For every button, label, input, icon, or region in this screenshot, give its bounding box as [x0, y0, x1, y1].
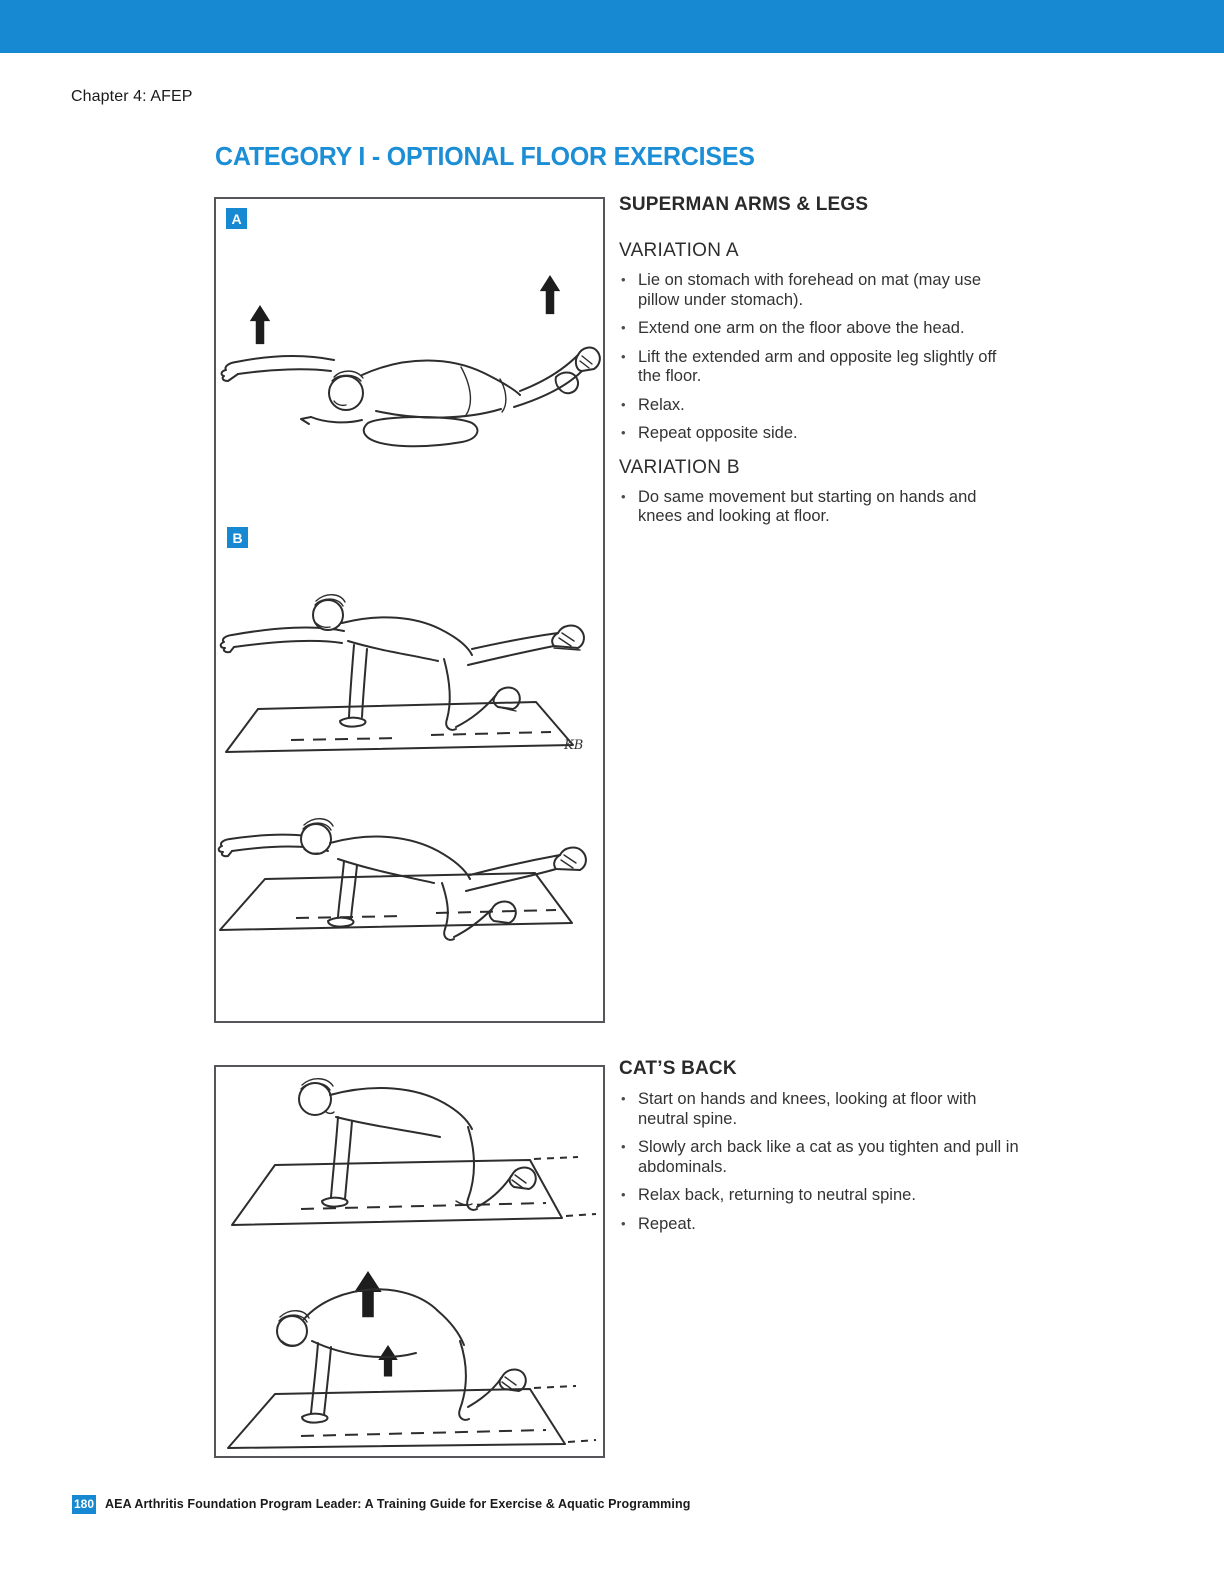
page-title: CATEGORY I - OPTIONAL FLOOR EXERCISES [215, 141, 755, 171]
exercise-mat [220, 873, 572, 930]
up-arrow-icon [354, 1271, 381, 1317]
list-item: • Lift the extended arm and opposite leg slightly off the floor. [619, 348, 1021, 387]
list-item: • Repeat. [619, 1215, 1021, 1235]
up-arrow-icon [250, 305, 270, 344]
footer [72, 1494, 690, 1514]
figure-panel-superman [214, 197, 605, 1023]
superman-text-column [619, 194, 1021, 536]
up-arrow-icon [540, 275, 560, 314]
illustration-superman-birddog-1 [216, 549, 601, 789]
list-item: • Lie on stomach with forehead on mat (may use pillow under stomach). [619, 271, 1021, 310]
cats-back-text-column [619, 1058, 1021, 1243]
illustration-superman-birddog-2 [216, 791, 601, 1021]
illustrator-signature: KB [564, 738, 584, 753]
figure-panel-cats-back [214, 1065, 605, 1458]
list-item: • Do same movement but starting on hands and knees and looking at floor. [619, 488, 1021, 527]
exercise-mat [232, 1157, 596, 1225]
figure-label-a: A [226, 208, 247, 229]
figure-label-b: B [227, 527, 248, 548]
list-item: • Repeat opposite side. [619, 424, 1021, 444]
illustration-superman-prone [216, 209, 601, 519]
variation-a-heading: VARIATION A [619, 240, 739, 261]
exercise-title-cats-back: CAT’S BACK [619, 1058, 737, 1079]
chapter-label: Chapter 4: AFEP [71, 88, 193, 105]
variation-a-bullets [619, 271, 1021, 444]
list-item: • Start on hands and knees, looking at floor with neutral spine. [619, 1090, 1021, 1129]
footer-text: AEA Arthritis Foundation Program Leader: A Training Guide for Exercise & Aquatic Programming [105, 1497, 691, 1511]
cats-back-bullets [619, 1090, 1021, 1234]
illustration-cats-back-neutral [216, 1073, 601, 1258]
variation-b-bullets [619, 488, 1021, 527]
list-item: • Relax back, returning to neutral spine. [619, 1186, 1021, 1206]
up-arrow-icon [378, 1345, 398, 1377]
page-number-badge: 180 [72, 1495, 96, 1514]
list-item: • Slowly arch back like a cat as you tighten and pull in abdominals. [619, 1138, 1021, 1177]
page-header-bar [0, 0, 1224, 53]
exercise-mat [228, 1386, 596, 1448]
variation-b-heading: VARIATION B [619, 456, 740, 478]
list-item: • Relax. [619, 396, 1021, 416]
exercise-mat [226, 702, 573, 752]
illustration-cats-back-arched [216, 1263, 601, 1455]
exercise-title-superman: SUPERMAN ARMS & LEGS [619, 194, 869, 215]
list-item: • Extend one arm on the floor above the head. [619, 319, 1021, 339]
